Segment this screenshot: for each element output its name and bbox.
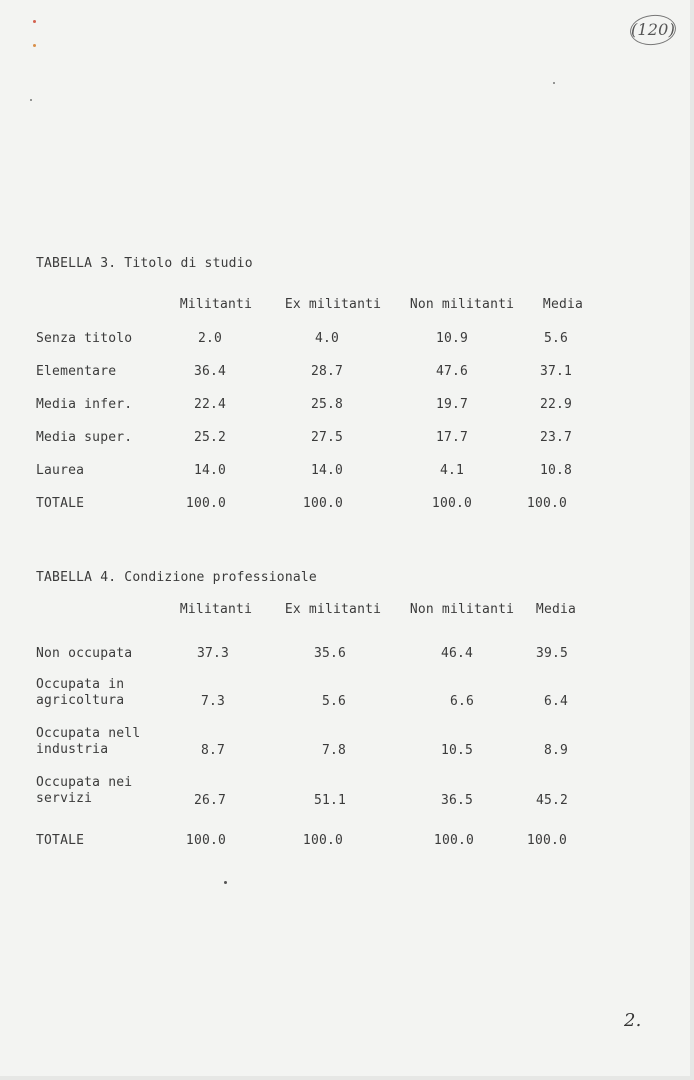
- table-4-title: TABELLA 4. Condizione professionale: [36, 570, 317, 585]
- ink-speck: [33, 44, 36, 47]
- table-3-total-cell: 100.0: [431, 496, 473, 511]
- table-4-header-non-militanti: Non militanti: [409, 602, 515, 617]
- table-3-total-cell: 100.0: [302, 496, 344, 511]
- ink-speck: [553, 82, 555, 84]
- table-4-total-label: TOTALE: [36, 833, 85, 848]
- table-4-cell: 51.1: [313, 793, 347, 808]
- table-3-cell: 4.0: [314, 331, 340, 346]
- table-3-cell: 36.4: [193, 364, 227, 379]
- table-4-cell: 36.5: [440, 793, 474, 808]
- table-3-cell: 22.9: [539, 397, 573, 412]
- table-3-header-non-militanti: Non militanti: [409, 297, 515, 312]
- table-4-cell: 6.4: [543, 694, 569, 709]
- ink-speck: [30, 99, 32, 101]
- table-3-cell: 22.4: [193, 397, 227, 412]
- table-3-header-militanti: Militanti: [179, 297, 253, 312]
- table-4-total-cell: 100.0: [433, 833, 475, 848]
- table-4-cell: 46.4: [440, 646, 474, 661]
- table-4-cell: 35.6: [313, 646, 347, 661]
- table-3-cell: 14.0: [310, 463, 344, 478]
- table-3-total-cell: 100.0: [185, 496, 227, 511]
- table-4-cell: 8.7: [200, 743, 226, 758]
- table-4-cell: 37.3: [196, 646, 230, 661]
- table-4-row-label: Occupata nei servizi: [36, 775, 133, 806]
- table-3-cell: 27.5: [310, 430, 344, 445]
- table-3-title: TABELLA 3. Titolo di studio: [36, 256, 253, 271]
- table-3-cell: 25.2: [193, 430, 227, 445]
- table-4-row-label: Occupata nell industria: [36, 726, 141, 757]
- table-3-cell: 17.7: [435, 430, 469, 445]
- table-4-cell: 45.2: [535, 793, 569, 808]
- table-4-total-cell: 100.0: [185, 833, 227, 848]
- table-4-total-cell: 100.0: [526, 833, 568, 848]
- table-4-cell: 26.7: [193, 793, 227, 808]
- table-4-cell: 6.6: [449, 694, 475, 709]
- table-3-cell: 2.0: [197, 331, 223, 346]
- table-3-header-media: Media: [542, 297, 584, 312]
- table-4-row-label: Non occupata: [36, 646, 133, 661]
- table-3-cell: 5.6: [543, 331, 569, 346]
- table-3-cell: 25.8: [310, 397, 344, 412]
- table-3-cell: 14.0: [193, 463, 227, 478]
- table-3-row-label: Laurea: [36, 463, 85, 478]
- table-4-cell: 8.9: [543, 743, 569, 758]
- table-3-total-label: TOTALE: [36, 496, 85, 511]
- table-3-row-label: Media super.: [36, 430, 133, 445]
- table-4-cell: 5.6: [321, 694, 347, 709]
- table-4-header-militanti: Militanti: [179, 602, 253, 617]
- table-3-row-label: Senza titolo: [36, 331, 133, 346]
- handwritten-page-mark: (120): [630, 15, 676, 45]
- table-4-total-cell: 100.0: [302, 833, 344, 848]
- table-4-header-ex-militanti: Ex militanti: [284, 602, 382, 617]
- table-3-row-label: Media infer.: [36, 397, 133, 412]
- table-3-cell: 10.8: [539, 463, 573, 478]
- table-4-cell: 10.5: [440, 743, 474, 758]
- table-3-cell: 28.7: [310, 364, 344, 379]
- page-number: 2.: [624, 1010, 642, 1031]
- table-3-total-cell: 100.0: [526, 496, 568, 511]
- ink-speck: [33, 20, 36, 23]
- table-3-row-label: Elementare: [36, 364, 117, 379]
- table-4-cell: 39.5: [535, 646, 569, 661]
- table-3-cell: 10.9: [435, 331, 469, 346]
- table-3-header-ex-militanti: Ex militanti: [284, 297, 382, 312]
- ink-speck: [224, 881, 227, 884]
- table-4-cell: 7.3: [200, 694, 226, 709]
- table-3-cell: 23.7: [539, 430, 573, 445]
- table-4-cell: 7.8: [321, 743, 347, 758]
- table-3-cell: 19.7: [435, 397, 469, 412]
- table-3-cell: 4.1: [439, 463, 465, 478]
- table-4-row-label: Occupata in agricoltura: [36, 677, 125, 708]
- table-4-header-media: Media: [535, 602, 577, 617]
- table-3-cell: 37.1: [539, 364, 573, 379]
- table-3-cell: 47.6: [435, 364, 469, 379]
